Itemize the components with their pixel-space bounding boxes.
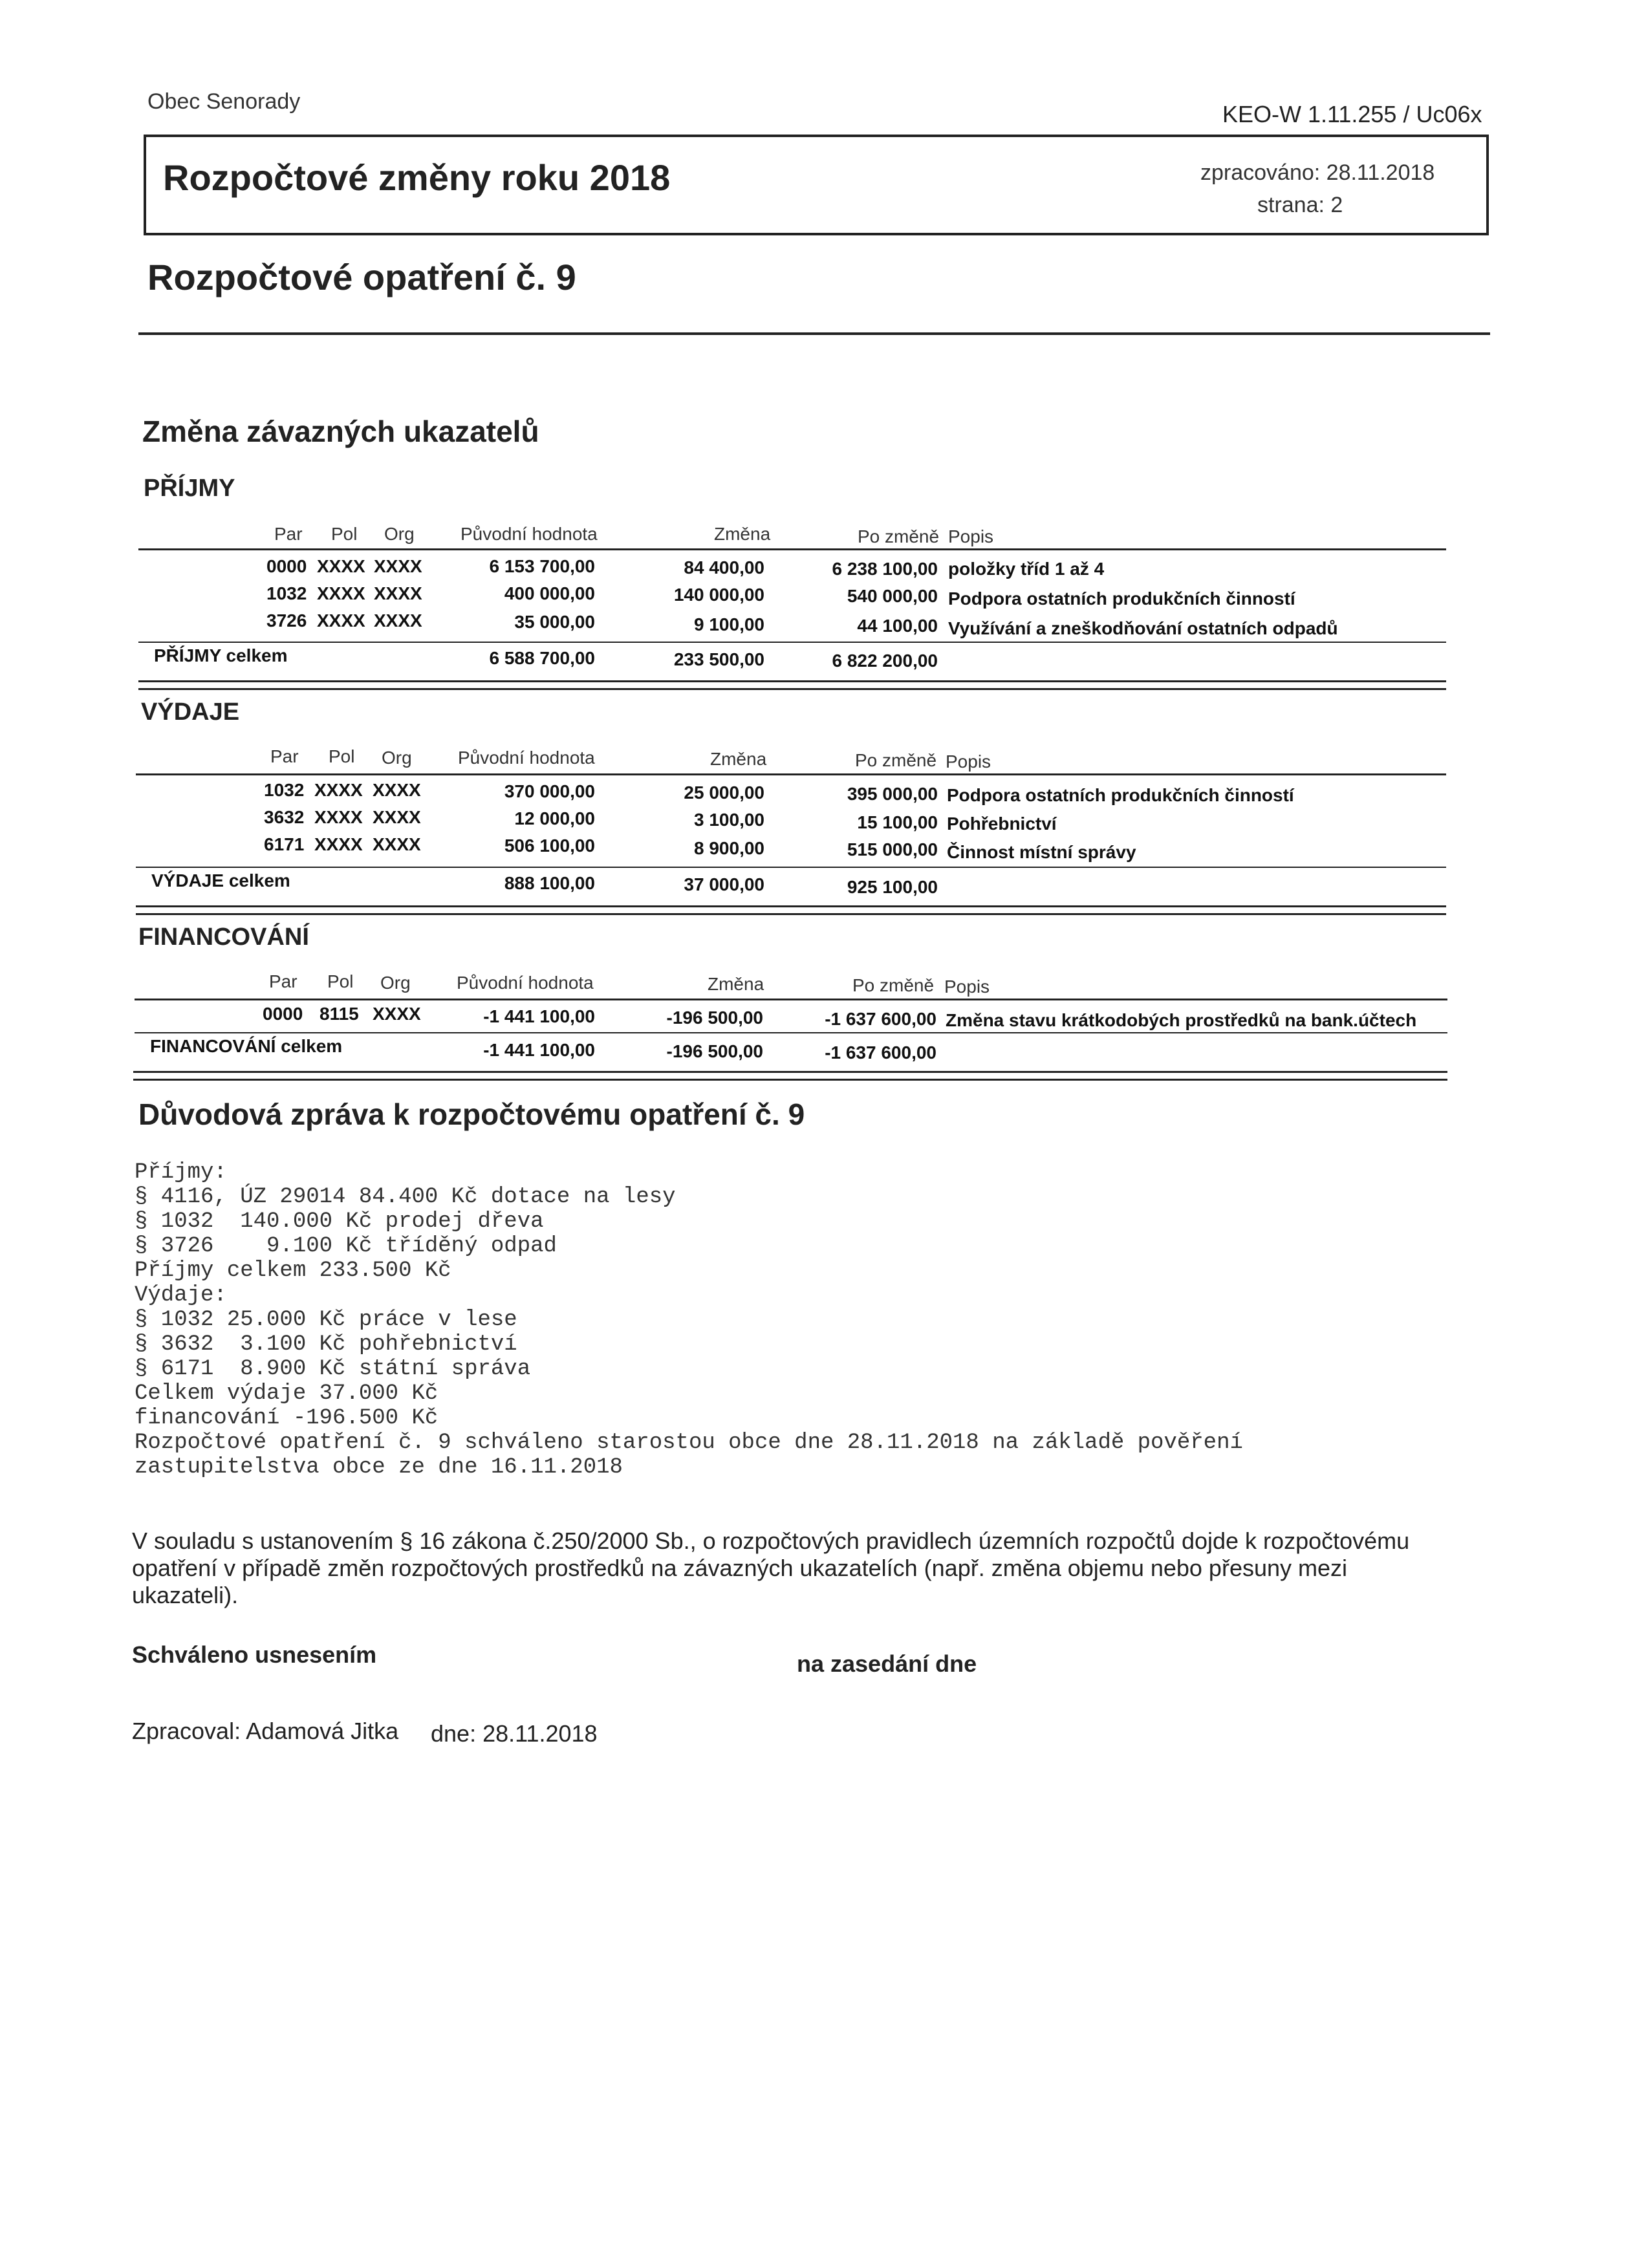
processed-date: zpracováno: 28.11.2018 (1200, 160, 1435, 185)
cell-after: 6 238 100,00 (832, 559, 938, 579)
measure-title: Rozpočtové opatření č. 9 (147, 257, 576, 297)
section-end-rule (138, 688, 1446, 690)
col-orig: Původní hodnota (458, 748, 595, 768)
cell-pol: 8115 (319, 1004, 359, 1024)
total-change: 37 000,00 (684, 874, 764, 894)
cell-change: 25 000,00 (684, 783, 764, 803)
col-pol: Pol (331, 524, 358, 544)
section-title: Změna závazných ukazatelů (142, 415, 539, 448)
cell-par: 6171 (264, 834, 305, 854)
cell-par: 3632 (264, 807, 305, 827)
total-orig: 6 588 700,00 (489, 648, 595, 668)
col-orig: Původní hodnota (457, 973, 594, 993)
cell-desc: Změna stavu krátkodobých prostředků na bank.účtech (946, 1010, 1417, 1030)
col-after: Po změně (858, 526, 940, 546)
cell-orig: 35 000,00 (514, 612, 595, 632)
cell-change: 140 000,00 (673, 585, 764, 605)
total-change: -196 500,00 (666, 1041, 763, 1061)
header-rule (136, 773, 1446, 775)
cell-change: -196 500,00 (666, 1008, 763, 1028)
cell-change: 84 400,00 (684, 557, 764, 578)
justification-line: § 1032 140.000 Kč prodej dřeva (135, 1209, 544, 1234)
justification-line: Výdaje: (135, 1283, 227, 1308)
cell-org: XXXX (373, 780, 421, 800)
system-code: KEO-W 1.11.255 / Uc06x (1222, 101, 1482, 127)
cell-change: 3 100,00 (694, 810, 764, 830)
total-rule (138, 642, 1446, 643)
cell-after: 395 000,00 (847, 784, 938, 804)
justification-line: Příjmy: (135, 1160, 227, 1185)
cell-desc: Činnost místní správy (947, 842, 1136, 862)
col-par: Par (270, 746, 299, 766)
organization-name: Obec Senorady (147, 89, 301, 114)
cell-change: 8 900,00 (694, 838, 764, 858)
cell-after: 15 100,00 (857, 812, 938, 832)
justification-line: Příjmy celkem 233.500 Kč (135, 1258, 451, 1283)
col-pol: Pol (329, 746, 355, 766)
section-end-rule (136, 905, 1446, 907)
cell-pol: XXXX (317, 583, 365, 603)
cell-pol: XXXX (317, 610, 365, 631)
total-change: 233 500,00 (673, 649, 764, 669)
total-orig: -1 441 100,00 (483, 1040, 595, 1060)
cell-pol: XXXX (314, 780, 363, 800)
cell-par: 1032 (264, 780, 305, 800)
col-change: Změna (714, 524, 771, 544)
cell-par: 0000 (263, 1004, 303, 1024)
justification-line: § 6171 8.900 Kč státní správa (135, 1357, 531, 1381)
prepared-date: dne: 28.11.2018 (431, 1720, 598, 1747)
cell-par: 0000 (266, 556, 307, 576)
justification-line: zastupitelstva obce ze dne 16.11.2018 (135, 1455, 623, 1480)
col-desc: Popis (948, 526, 994, 546)
header-rule (138, 548, 1446, 550)
col-change: Změna (708, 974, 764, 994)
divider (138, 332, 1490, 335)
vydaje-heading: VÝDAJE (141, 698, 240, 726)
justification-line: financování -196.500 Kč (135, 1406, 439, 1431)
section-end-rule (136, 913, 1446, 915)
cell-desc: položky tříd 1 až 4 (948, 559, 1105, 579)
col-orig: Původní hodnota (460, 524, 598, 544)
cell-change: 9 100,00 (694, 614, 764, 634)
col-desc: Popis (946, 751, 991, 772)
total-after: -1 637 600,00 (825, 1042, 937, 1063)
col-org: Org (384, 524, 415, 544)
header-rule (135, 999, 1447, 1000)
section-end-rule (138, 680, 1446, 682)
cell-org: XXXX (373, 807, 421, 827)
cell-orig: 370 000,00 (504, 781, 595, 801)
total-label: FINANCOVÁNÍ celkem (150, 1036, 343, 1056)
cell-orig: -1 441 100,00 (483, 1006, 595, 1026)
cell-after: 540 000,00 (847, 586, 938, 606)
cell-desc: Pohřebnictví (947, 814, 1057, 834)
justification-line: § 3726 9.100 Kč tříděný odpad (135, 1234, 557, 1258)
total-label: PŘÍJMY celkem (154, 645, 288, 665)
cell-orig: 400 000,00 (504, 583, 595, 603)
justification-title: Důvodová zpráva k rozpočtovému opatření č. 9 (138, 1097, 805, 1131)
cell-after: 44 100,00 (857, 616, 938, 636)
total-after: 925 100,00 (847, 877, 938, 897)
justification-line: Celkem výdaje 37.000 Kč (135, 1381, 439, 1406)
col-par: Par (274, 524, 303, 544)
justification-line: § 4116, ÚZ 29014 84.400 Kč dotace na lesy (135, 1185, 676, 1209)
financovani-heading: FINANCOVÁNÍ (138, 923, 309, 951)
legal-text: V souladu s ustanovením § 16 zákona č.250/2000 Sb., o rozpočtových pravidlech územních rozpočtů dojde k rozpočtovému opatření v případě změn rozpočtových prostředků na závazných ukazatelích (např. změna objemu nebo přesuny mezi ukazateli). (132, 1528, 1410, 1608)
cell-orig: 506 100,00 (504, 836, 595, 856)
total-orig: 888 100,00 (504, 873, 595, 893)
col-change: Změna (710, 749, 767, 769)
total-label: VÝDAJE celkem (151, 870, 290, 891)
cell-orig: 12 000,00 (514, 808, 595, 828)
col-org: Org (382, 748, 412, 768)
section-end-rule (133, 1071, 1447, 1073)
prijmy-heading: PŘÍJMY (144, 475, 235, 502)
resolution-label: Schváleno usnesením (132, 1641, 377, 1668)
cell-par: 3726 (266, 610, 307, 631)
cell-org: XXXX (373, 834, 421, 854)
justification-line: § 1032 25.000 Kč práce v lese (135, 1308, 517, 1332)
total-rule (136, 867, 1446, 868)
cell-desc: Podpora ostatních produkčních činností (948, 589, 1295, 609)
cell-pol: XXXX (317, 556, 365, 576)
col-org: Org (380, 973, 411, 993)
justification-line: Rozpočtové opatření č. 9 schváleno starostou obce dne 28.11.2018 na základě pověření (135, 1431, 1243, 1455)
prepared-by: Zpracoval: Adamová Jitka (132, 1718, 399, 1744)
col-par: Par (269, 971, 298, 991)
cell-after: 515 000,00 (847, 839, 938, 859)
section-end-rule (133, 1079, 1447, 1081)
col-desc: Popis (944, 977, 990, 997)
cell-pol: XXXX (314, 834, 363, 854)
col-after: Po změně (852, 975, 935, 995)
cell-org: XXXX (374, 610, 422, 631)
col-after: Po změně (855, 750, 937, 770)
cell-desc: Podpora ostatních produkčních činností (947, 785, 1294, 805)
cell-org: XXXX (373, 1004, 421, 1024)
cell-par: 1032 (266, 583, 307, 603)
cell-desc: Využívání a zneškodňování ostatních odpadů (948, 618, 1338, 638)
justification-text (135, 1160, 1243, 1480)
total-after: 6 822 200,00 (832, 651, 938, 671)
cell-pol: XXXX (314, 807, 363, 827)
cell-org: XXXX (374, 556, 422, 576)
cell-org: XXXX (374, 583, 422, 603)
col-pol: Pol (327, 971, 354, 991)
justification-line: § 3632 3.100 Kč pohřebnictví (135, 1332, 517, 1357)
document-title: Rozpočtové změny roku 2018 (163, 157, 671, 198)
page-number: strana: 2 (1257, 193, 1343, 217)
cell-after: -1 637 600,00 (825, 1009, 937, 1029)
meeting-label: na zasedání dne (797, 1650, 977, 1677)
total-rule (135, 1032, 1447, 1033)
cell-orig: 6 153 700,00 (489, 556, 595, 576)
